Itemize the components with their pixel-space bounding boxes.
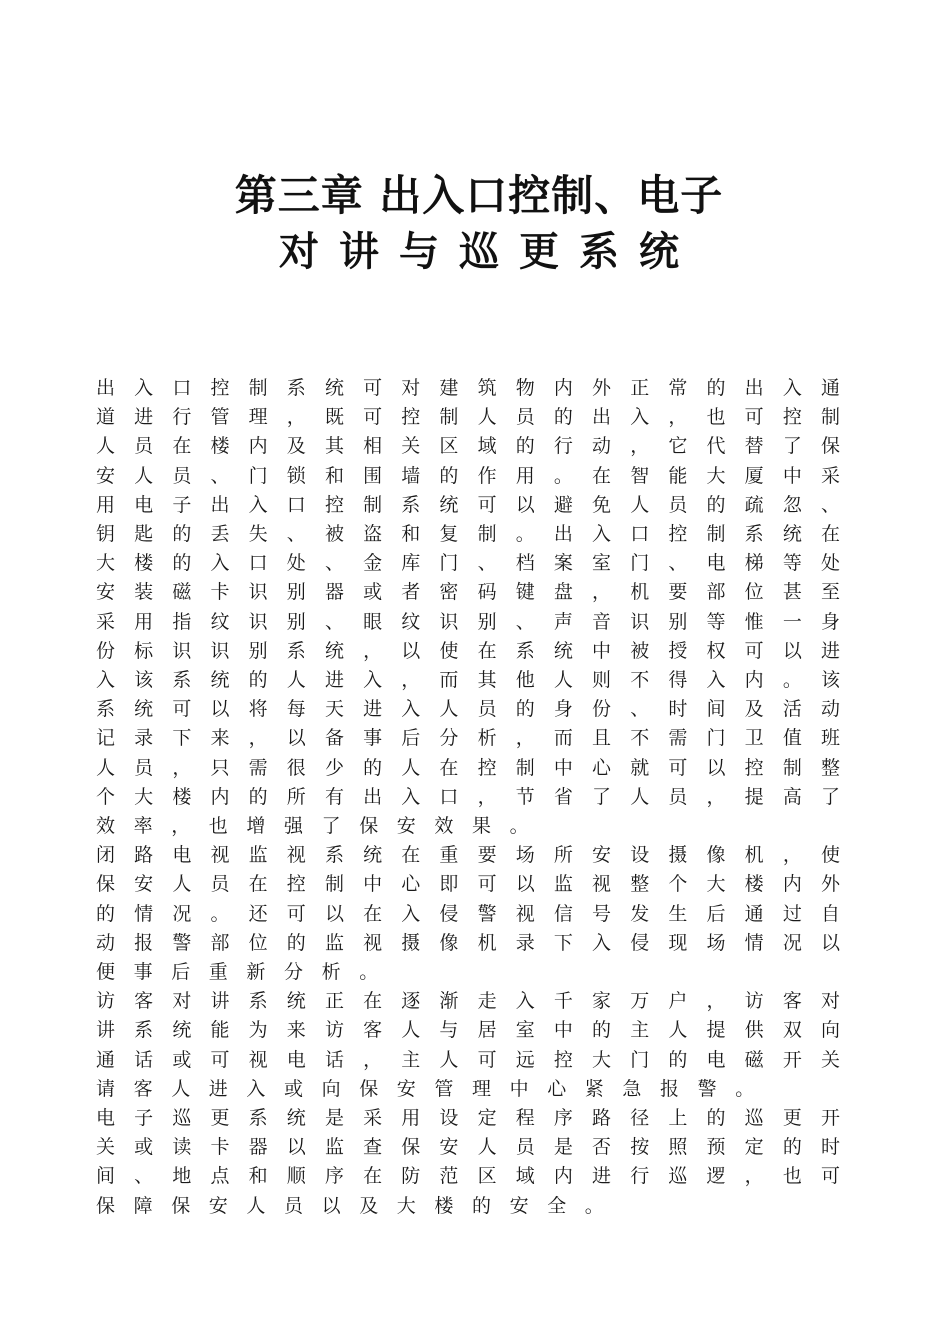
paragraph-patrol: 电子巡更系统是采用设定程序路径上的巡更开关或读卡器以监查保安人员是否按照预定的时间、地点和顺序在防范区域内进行巡逻，也可保障保安人员以及大楼的安全。 (96, 1107, 859, 1217)
chapter-title-line-1: 第三章 出入口控制、电子 (234, 171, 724, 220)
paragraph-cctv: 闭路电视监视系统在重要场所安设摄像机，使保安人员在控制中心即可以监视整个大楼内外的情况。还可以在入侵警视信号发生后通过自动报警部位的监视摄像机录下入侵现场情况以便事后重新分析。 (96, 844, 859, 984)
chapter-body (96, 374, 859, 1221)
paragraph-access-control: 出入口控制系统可对建筑物内外正常的出入通道进行管理，既可控制人员的出入，也可控制人员在楼内及其相关区域的行动，它代替了保安人员、门锁和围墙的作用。在智能大厦中采用电子出入口控制系统可以避免人员的疏忽、钥匙的丢失、被盗和复制。出入口控制系统在大楼的入口处、金库门、档案室门、电梯等处安装磁卡识别器或者密码键盘，机要部位甚至采用指纹识别、眼纹识别、声音识别等惟一身份标识识别系统，以使在系统中被授权可以进入该系统的人进入，而其他人则不得入内。该系统可以将每天进入人员的身份、时间及活动记录下来，以备事后分析，而且不需门卫值班人员，只需很少的人在控制中心就可以控制整个大楼内的所有出入口，节省了人员，提高了效率，也增强了保安效果。 (96, 377, 859, 838)
chapter-title-line-2: 对讲与巡更系统 (279, 228, 699, 275)
paragraph-intercom: 访客对讲系统正在逐渐走入千家万户，访客对讲系统能为来访客人与居室中的主人提供双向通话或可视电话，主人可远控大门的电磁开关请客人进入或向保安管理中心紧急报警。 (96, 990, 859, 1100)
